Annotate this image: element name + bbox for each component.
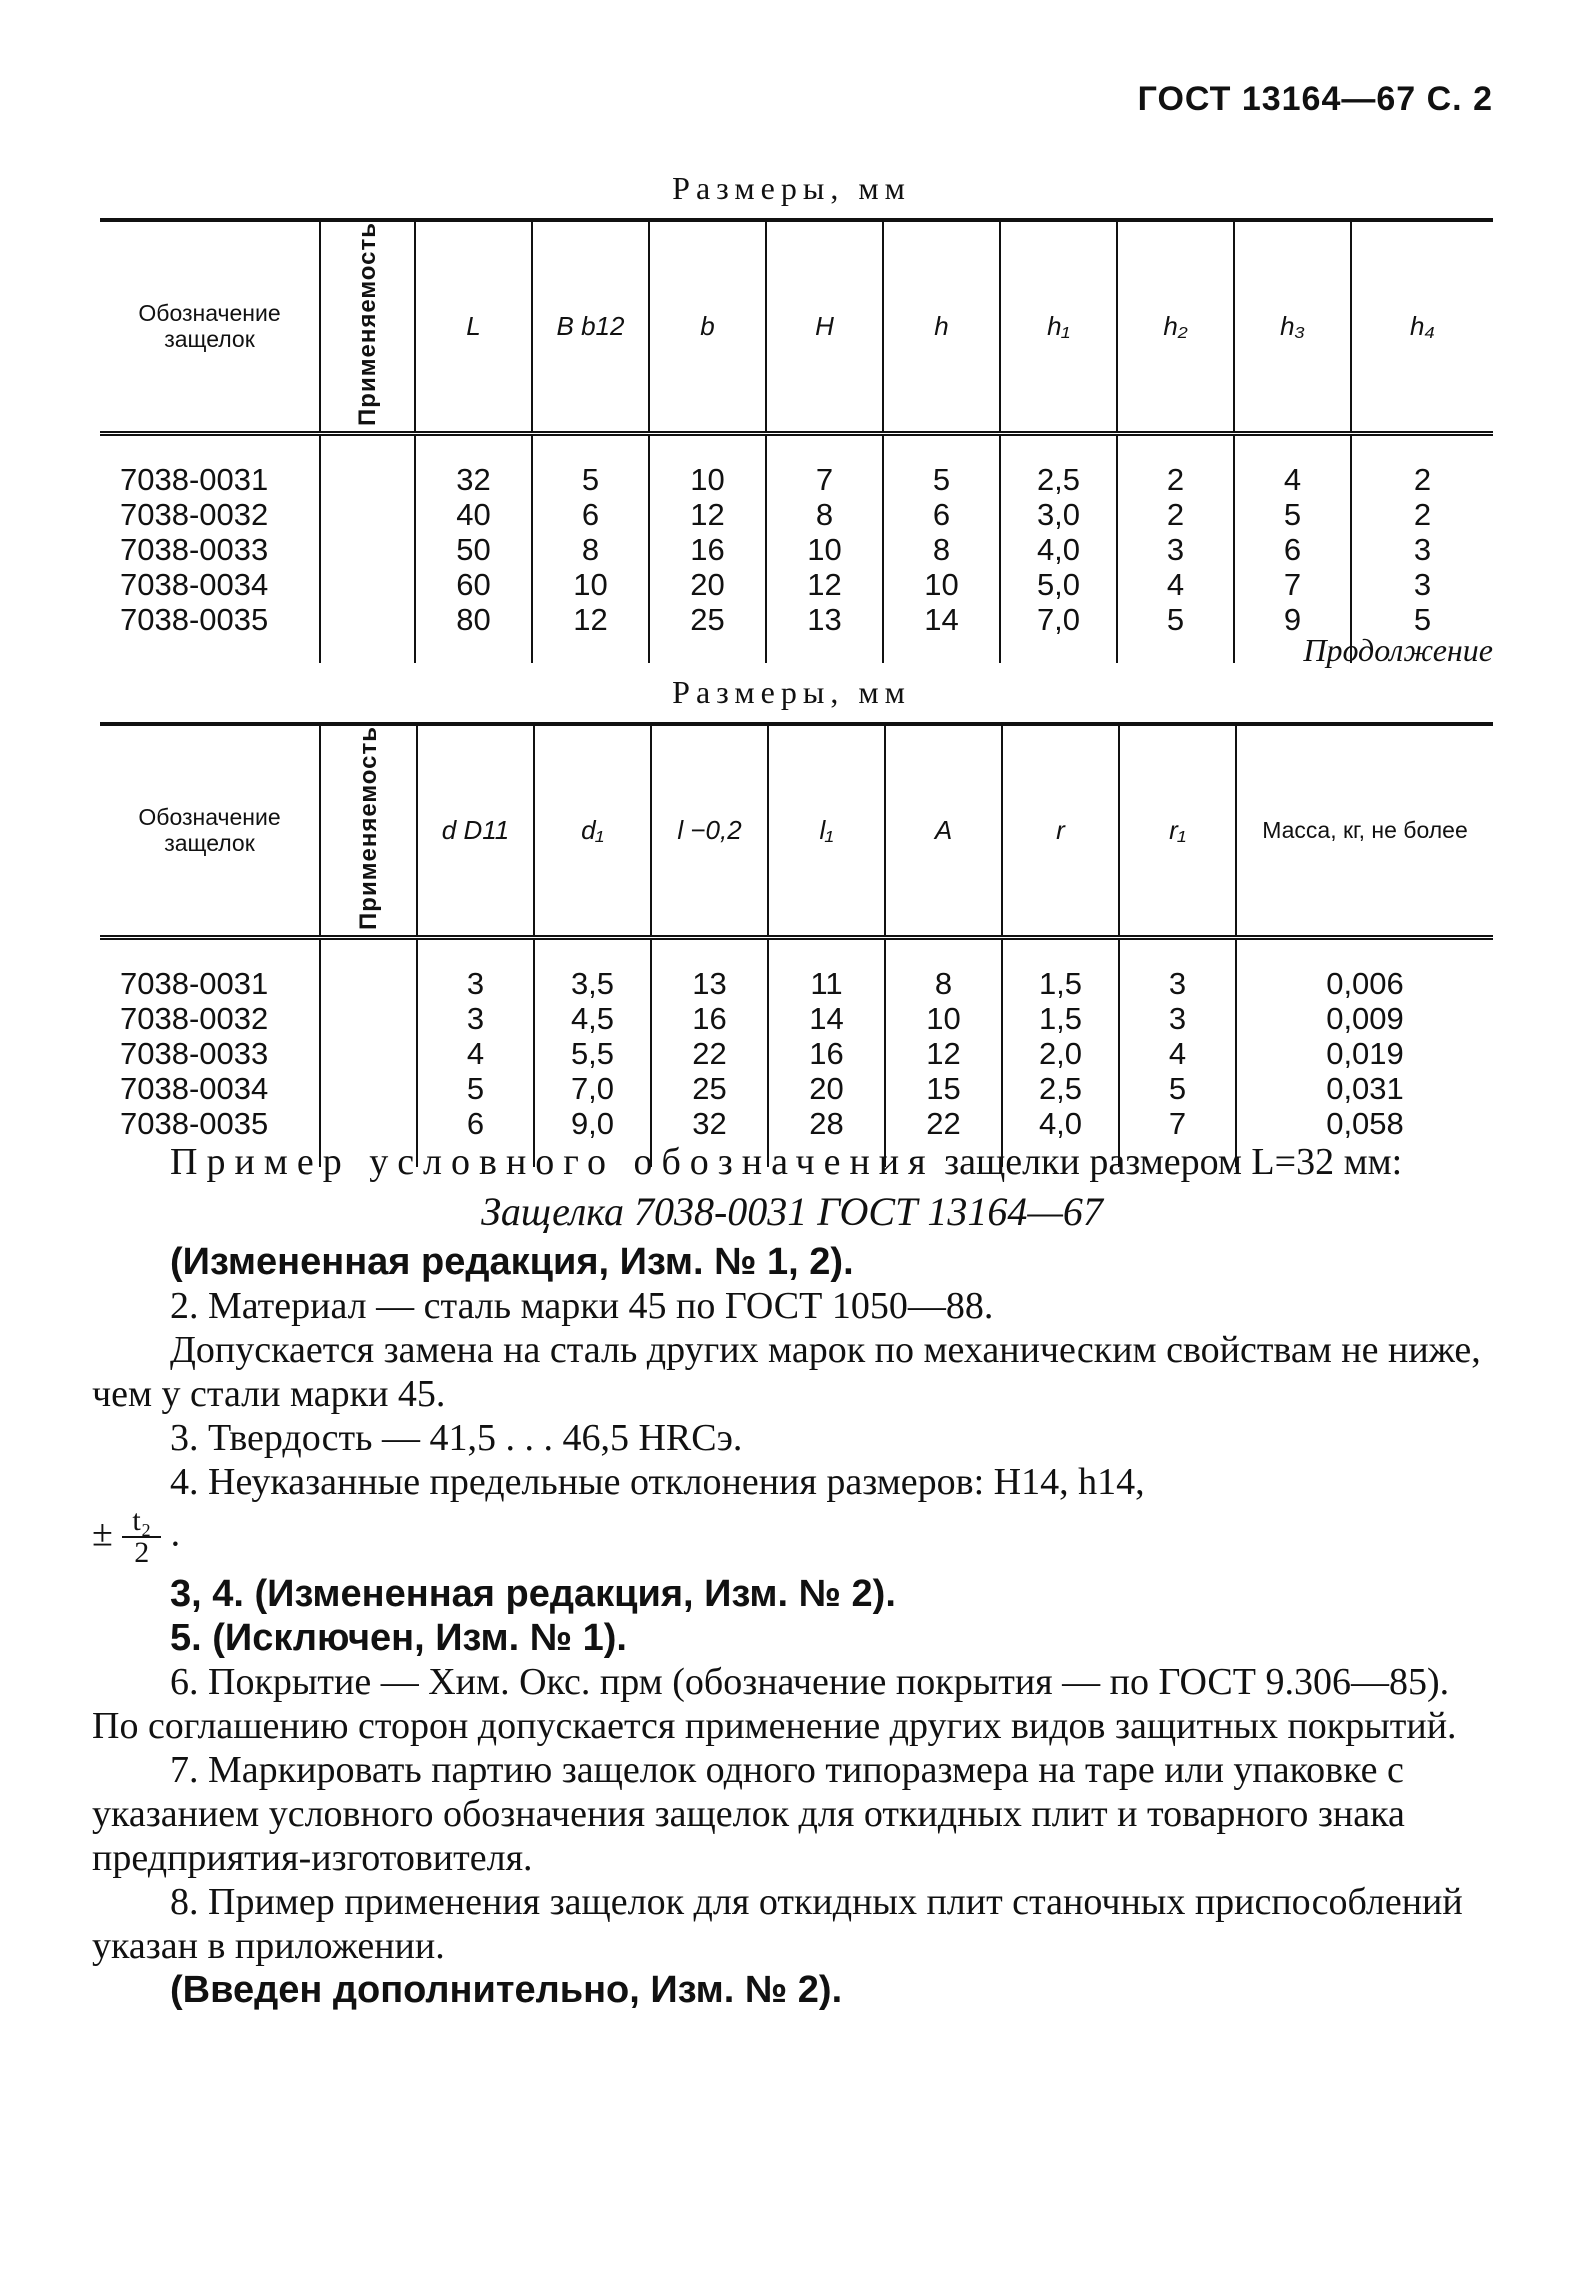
table1-col-6-value: 5	[932, 461, 951, 497]
table2-col-4-value: 16	[692, 1000, 727, 1036]
table2-col-7-value: 1,5	[1038, 1000, 1083, 1036]
table2-col-8-value: 7	[1168, 1105, 1187, 1141]
table2-col-6	[885, 937, 1002, 1167]
t2-header-l1: l₁	[768, 724, 885, 937]
table1-caption: Размеры, мм	[672, 170, 911, 206]
table1-col-5-value: 12	[807, 566, 842, 602]
table2-col-2	[417, 937, 534, 1167]
clause-6: 6. Покрытие — Хим. Окс. прм (обозначение покрытия — по ГОСТ 9.306—85). По соглашению сторон допускается применение других видов защитных покрытий.	[92, 1661, 1457, 1747]
table1-designations	[100, 433, 320, 663]
table2-col-2-value: 5	[466, 1070, 485, 1106]
t1-header-h3: h₃	[1234, 220, 1351, 433]
table2-col-4-value: 13	[692, 965, 727, 1001]
body-text	[92, 1140, 1492, 2012]
table1-designations-value: 7038-0033	[120, 531, 269, 567]
table1-col-6-value: 6	[932, 496, 951, 532]
table1-col-5-value: 8	[815, 496, 834, 532]
table1-col-2-value: 60	[456, 566, 491, 602]
table1-col-2	[415, 433, 532, 663]
table1-col-9-value: 9	[1283, 601, 1302, 637]
t1-header-applicability: Применяемость	[320, 220, 415, 433]
table2-col-3-value: 5,5	[570, 1035, 615, 1071]
table2-col-4-value: 25	[692, 1070, 727, 1106]
t1-header-h2: h₂	[1117, 220, 1234, 433]
table2-col-5-value: 11	[810, 965, 843, 1001]
table2-header-row	[100, 724, 1493, 937]
table1-col-5-value: 13	[807, 601, 842, 637]
table1-col-3-value: 5	[581, 461, 600, 497]
table2-col-8-value: 3	[1168, 965, 1187, 1001]
table1-col-7	[1000, 433, 1117, 663]
table1-col-3	[532, 433, 649, 663]
table1-col-2-value: 40	[456, 496, 491, 532]
table2-col-9-value: 0,006	[1326, 965, 1404, 1001]
table2-col-2-value: 4	[466, 1035, 485, 1071]
table1-col-7-value: 2,5	[1036, 461, 1081, 497]
table1-col-10	[1351, 433, 1493, 663]
table2-col-5-value: 28	[809, 1105, 844, 1141]
table2-col-6-value: 12	[926, 1035, 961, 1071]
dimensions-table-1	[100, 218, 1493, 663]
t2-header-d: d D11	[417, 724, 534, 937]
tolerance-fraction: $\frac{\text{t₂}}{2}$	[122, 1506, 161, 1568]
table2-col-4	[651, 937, 768, 1167]
table2-col-8-value: 5	[1168, 1070, 1187, 1106]
t1-header-h: h	[883, 220, 1000, 433]
table2-col-2-value: 6	[466, 1105, 485, 1141]
table2-col-7-value: 2,5	[1038, 1070, 1083, 1106]
table2-designations-value: 7038-0031	[120, 965, 269, 1001]
table2-col-3-value: 4,5	[570, 1000, 615, 1036]
table2-designations-value: 7038-0035	[120, 1105, 269, 1141]
table1-col-2-value: 32	[456, 461, 491, 497]
table2-col-7-value: 4,0	[1038, 1105, 1083, 1141]
table1-col-9	[1234, 433, 1351, 663]
table2-caption: Размеры, мм	[672, 674, 911, 710]
example-intro: Пример условного обозначения защелки размером L=32 мм:	[170, 1141, 1403, 1183]
table1-body	[100, 433, 1493, 663]
table2-col-9-value: 0,009	[1326, 1000, 1404, 1036]
amendment-8: (Введен дополнительно, Изм. № 2).	[170, 1969, 843, 2011]
table2-designations	[100, 937, 320, 1167]
t1-header-L: L	[415, 220, 532, 433]
table2-applicability	[320, 937, 417, 1167]
table1-col-9-value: 7	[1283, 566, 1302, 602]
table1-designations-value: 7038-0031	[120, 461, 269, 497]
t2-header-l: l −0,2	[651, 724, 768, 937]
t1-header-b: b	[649, 220, 766, 433]
clause-8: 8. Пример применения защелок для откидных плит станочных приспособлений указан в приложении.	[92, 1881, 1463, 1967]
table1-designations-value: 7038-0034	[120, 566, 269, 602]
t1-header-designation: Обозначение защелок	[138, 300, 281, 353]
table1-col-4-value: 20	[690, 566, 725, 602]
table1-col-10-value: 3	[1413, 566, 1432, 602]
table1-col-6-value: 14	[924, 601, 959, 637]
table1-col-10-value: 2	[1413, 496, 1432, 532]
table2-col-7	[1002, 937, 1119, 1167]
t2-header-applicability: Применяемость	[320, 724, 417, 937]
t2-header-d1: d₁	[534, 724, 651, 937]
table2-col-4-value: 22	[692, 1035, 727, 1071]
t1-header-h1: h₁	[1000, 220, 1117, 433]
table1-col-7-value: 4,0	[1036, 531, 1081, 567]
table1-col-6	[883, 433, 1000, 663]
table1-header-row	[100, 220, 1493, 433]
table1-col-2-value: 80	[456, 601, 491, 637]
table2-col-9-value: 0,031	[1326, 1070, 1404, 1106]
page-header: ГОСТ 13164—67 С. 2	[1137, 80, 1493, 118]
clause-2: 2. Материал — сталь марки 45 по ГОСТ 1050—88.	[170, 1285, 994, 1327]
table1-designations-value: 7038-0035	[120, 601, 269, 637]
t1-header-B: B b12	[532, 220, 649, 433]
table2-col-8	[1119, 937, 1236, 1167]
table1-col-9-value: 6	[1283, 531, 1302, 567]
table1-col-10-value: 5	[1413, 601, 1432, 637]
t2-header-A: A	[885, 724, 1002, 937]
table2-col-6-value: 10	[926, 1000, 961, 1036]
continuation-label: Продолжение	[1303, 632, 1493, 668]
table1-col-8-value: 2	[1166, 461, 1185, 497]
table2-col-3-value: 9,0	[570, 1105, 615, 1141]
table1-col-8-value: 4	[1166, 566, 1185, 602]
table1-col-4-value: 10	[690, 461, 725, 497]
table2-col-9	[1236, 937, 1493, 1167]
table2-col-3	[534, 937, 651, 1167]
table2-col-8-value: 3	[1168, 1000, 1187, 1036]
table2-col-6-value: 15	[926, 1070, 961, 1106]
table1-designations-value: 7038-0032	[120, 496, 269, 532]
t2-header-r1: r₁	[1119, 724, 1236, 937]
table1-col-7-value: 5,0	[1036, 566, 1081, 602]
table1-col-8-value: 3	[1166, 531, 1185, 567]
table1-col-4-value: 12	[690, 496, 725, 532]
amendment-1-2: (Измененная редакция, Изм. № 1, 2).	[170, 1241, 854, 1283]
table1-col-5-value: 10	[807, 531, 842, 567]
table1-col-3-value: 10	[573, 566, 608, 602]
table1-col-3-value: 12	[573, 601, 608, 637]
table2-designations-value: 7038-0034	[120, 1070, 269, 1106]
table1-col-3-value: 6	[581, 496, 600, 532]
table1-col-4-value: 25	[690, 601, 725, 637]
clause-5: 5. (Исключен, Изм. № 1).	[170, 1617, 627, 1659]
clause-4-tolerance: ± $\frac{\text{t₂}}{2}$ .	[92, 1504, 181, 1569]
table1-col-8-value: 2	[1166, 496, 1185, 532]
table2-col-9-value: 0,019	[1326, 1035, 1404, 1071]
table1-col-4	[649, 433, 766, 663]
table2-col-3-value: 3,5	[570, 965, 615, 1001]
t1-header-H: H	[766, 220, 883, 433]
t2-header-mass: Масса, кг, не более	[1236, 724, 1493, 937]
table1-col-5-value: 7	[815, 461, 834, 497]
table2-col-2-value: 3	[466, 1000, 485, 1036]
table1-col-7-value: 7,0	[1036, 601, 1081, 637]
table1-col-4-value: 16	[690, 531, 725, 567]
table2-col-5-value: 20	[809, 1070, 844, 1106]
table2-col-3-value: 7,0	[570, 1070, 615, 1106]
table1-col-2-value: 50	[456, 531, 491, 567]
clause-3: 3. Твердость — 41,5 . . . 46,5 HRCэ.	[170, 1417, 743, 1459]
table1-applicability	[320, 433, 415, 663]
table2-col-5	[768, 937, 885, 1167]
clause-7: 7. Маркировать партию защелок одного типоразмера на таре или упаковке с указанием условного обозначения защелок для откидных плит и товарного знака предприятия-изготовителя.	[92, 1749, 1405, 1879]
table1-col-9-value: 5	[1283, 496, 1302, 532]
clause-2-substitution: Допускается замена на сталь других марок по механическим свойствам не ниже, чем у стали марки 45.	[92, 1329, 1481, 1415]
table1-col-6-value: 8	[932, 531, 951, 567]
table2-col-8-value: 4	[1168, 1035, 1187, 1071]
table2-col-5-value: 16	[809, 1035, 844, 1071]
table2-data-row	[100, 937, 1493, 1167]
clause-4: 4. Неуказанные предельные отклонения размеров: H14, h14,	[170, 1461, 1145, 1503]
table2-col-4-value: 32	[692, 1105, 727, 1141]
table2-col-5-value: 14	[809, 1000, 844, 1036]
example-designation: Защелка 7038-0031 ГОСТ 13164—67	[481, 1189, 1103, 1234]
table2-col-6-value: 22	[926, 1105, 961, 1141]
t2-header-designation: Обозначение защелок	[138, 804, 281, 857]
table1-col-6-value: 10	[924, 566, 959, 602]
table1-data-row	[100, 433, 1493, 663]
table1-col-10-value: 3	[1413, 531, 1432, 567]
t2-header-r: r	[1002, 724, 1119, 937]
table2-col-7-value: 2,0	[1038, 1035, 1083, 1071]
amendment-3-4: 3, 4. (Измененная редакция, Изм. № 2).	[170, 1573, 896, 1615]
table1-col-3-value: 8	[581, 531, 600, 567]
table2-col-9-value: 0,058	[1326, 1105, 1404, 1141]
t1-header-h4: h₄	[1351, 220, 1493, 433]
table1-col-10-value: 2	[1413, 461, 1432, 497]
table1-col-9-value: 4	[1283, 461, 1302, 497]
table2-col-6-value: 8	[934, 965, 953, 1001]
table2-designations-value: 7038-0032	[120, 1000, 269, 1036]
table1-col-8	[1117, 433, 1234, 663]
table1-col-8-value: 5	[1166, 601, 1185, 637]
table1-col-7-value: 3,0	[1036, 496, 1081, 532]
table2-body	[100, 937, 1493, 1167]
table2-designations-value: 7038-0033	[120, 1035, 269, 1071]
table1-col-5	[766, 433, 883, 663]
table2-col-7-value: 1,5	[1038, 965, 1083, 1001]
table2-col-2-value: 3	[466, 965, 485, 1001]
dimensions-table-2	[100, 722, 1493, 1167]
